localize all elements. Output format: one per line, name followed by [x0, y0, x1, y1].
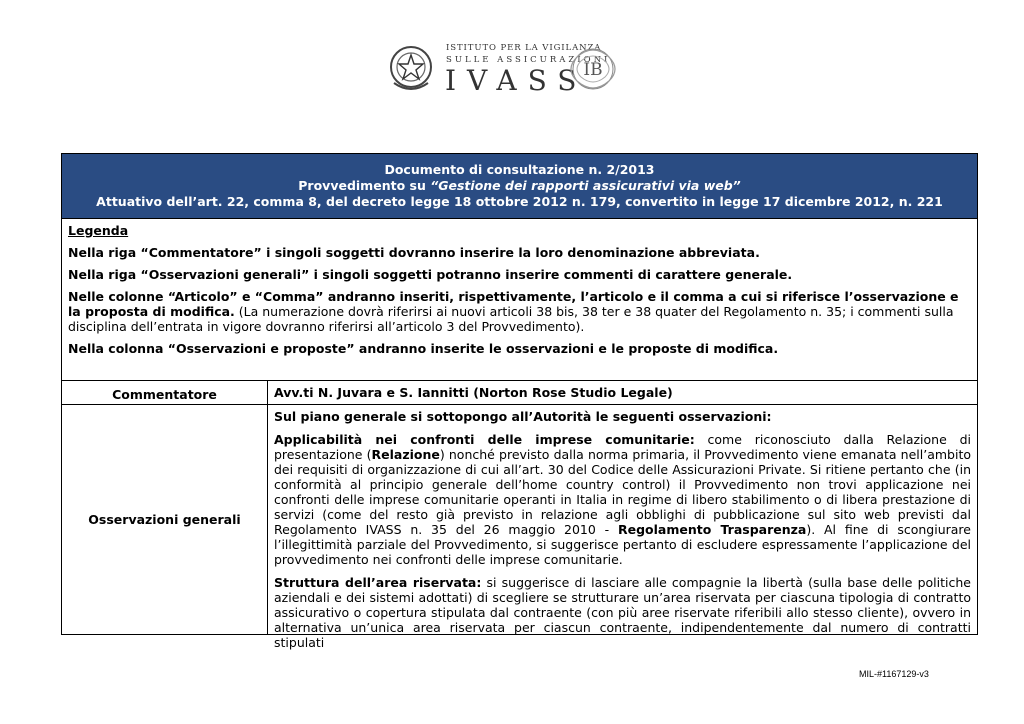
- paragraph-text: ) nonché previsto dalla norma primaria, il Provvedimento viene emanata nell’ambito dei requisiti di organizzazione di cui all’art. 30 del Codice delle Assicurazioni Private. Si ritiene pertanto che (in conformità al principio generale dell’home country control) il Provvedimento non trovi applicazione nei confronti delle imprese comunitarie operanti in Italia in regime di libero stabilimento o di libera prestazione di servizi (come del resto già previsto in relazione agli obblighi di pubblicazione sul sito web previsti dal Regolamento IVASS n. 35 del 26 maggio 2010 -: [274, 447, 971, 537]
- provvedimento-subject: “Gestione dei rapporti assicurativi via web”: [430, 178, 741, 193]
- attuativo-line: Attuativo dell’art. 22, comma 8, del decreto legge 18 ottobre 2012 n. 179, convertito in legge 17 dicembre 2012, n. 221: [96, 194, 943, 209]
- document-reference: MIL-#1167129-v3: [859, 669, 929, 679]
- monogram-text: IB: [583, 60, 603, 80]
- section-title: Applicabilità nei confronti delle imprese comunitarie:: [274, 432, 695, 447]
- logo-line-2: SULLE ASSICURAZIONI: [446, 55, 611, 65]
- section-title: Struttura dell’area riservata:: [274, 575, 482, 590]
- logo-name: IVASS: [445, 64, 588, 97]
- legend-paragraph: [68, 289, 971, 334]
- osservazioni-intro: Sul piano generale si sottopongo all’Autorità le seguenti osservazioni:: [274, 409, 772, 424]
- legend-title: Legenda: [68, 223, 129, 238]
- ib-monogram-icon: [569, 43, 617, 95]
- paragraph-text: si suggerisce di lasciare alle compagnie la libertà (sulla base delle politiche aziendali e dei sistemi adottati) di scegliere se strutturare un’area riservata per ciascuna tipologia di contratto assicurativo o copertura stipulata dal contraente (con più aree riservate riferibili allo stesso cliente), ovvero in alternativa un’unica area riservata per ciascun contraente, indipendentemente dal numero di contratti stipulati: [274, 575, 971, 650]
- osservazioni-label: Osservazioni generali: [62, 405, 268, 635]
- emphasis-text: Relazione: [371, 447, 440, 462]
- logo-line-1: ISTITUTO PER LA VIGILANZA: [446, 43, 602, 53]
- osservazioni-body: [268, 405, 978, 650]
- paragraph-text: ). Al fine di scongiurare l’illegittimità parziale del Provvedimento, si suggerisce pertanto di escludere espressamente l’applicazione del provvedimento nei confronti delle imprese comunitarie.: [274, 522, 971, 567]
- legend-paragraph: Nella colonna “Osservazioni e proposte” andranno inserite le osservazioni e le proposte di modifica.: [68, 341, 779, 356]
- legend-columns-bold: Nelle colonne “Articolo” e “Comma” andranno inseriti, rispettivamente, l’articolo e il comma a cui si riferisce l’osservazione e la proposta di modifica.: [68, 289, 959, 319]
- legend-paragraph: Nella riga “Commentatore” i singoli soggetti dovranno inserire la loro denominazione abbreviata.: [68, 245, 760, 260]
- paragraph-text: come riconosciuto dalla Relazione di presentazione (: [274, 432, 972, 462]
- ivass-logo: [388, 40, 620, 100]
- provvedimento-prefix: Provvedimento su: [298, 178, 431, 193]
- italian-republic-emblem-icon: [388, 43, 434, 95]
- provvedimento-title: [62, 178, 977, 194]
- legend-paragraph: Nella riga “Osservazioni generali” i singoli soggetti potranno inserire commenti di carattere generale.: [68, 267, 793, 282]
- osservazioni-paragraph: [274, 575, 971, 650]
- commentatore-label: Commentatore: [62, 381, 268, 405]
- consultation-table: [61, 153, 978, 650]
- emphasis-text: Regolamento Trasparenza: [617, 522, 807, 537]
- commentatore-value: Avv.ti N. Juvara e S. Iannitti (Norton Rose Studio Legale): [268, 381, 978, 405]
- legend-section: [62, 219, 978, 381]
- document-header: [62, 154, 978, 219]
- document-title: Documento di consultazione n. 2/2013: [384, 162, 655, 177]
- legend-columns-note: (La numerazione dovrà riferirsi ai nuovi articoli 38 bis, 38 ter e 38 quater del Regolamento n. 35; i commenti sulla disciplina dell’entrata in vigore dovranno riferirsi all’articolo 3 del Provvedimento).: [68, 304, 954, 334]
- osservazioni-paragraph: [274, 432, 971, 567]
